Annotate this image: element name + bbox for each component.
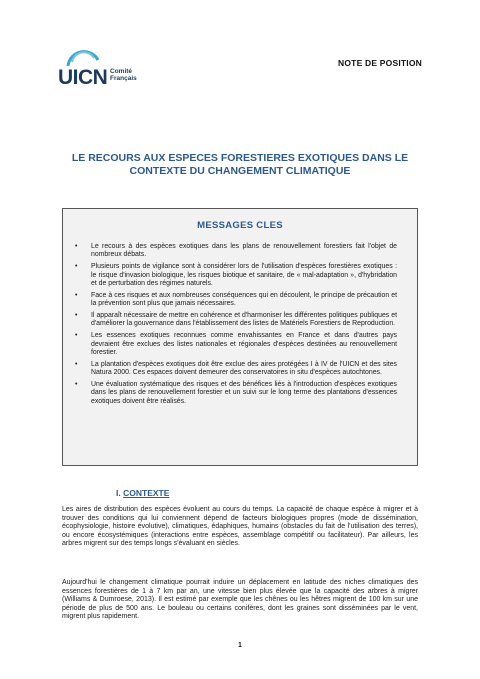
key-messages-title: MESSAGES CLES	[197, 220, 283, 231]
logo-name: UICN	[58, 66, 108, 89]
paragraph-2: Aujourd'hui le changement climatique pourrait induire un déplacement en latitude des niches climatiques des essences forestières de 1 à 7 km par an, une vitesse bien plus élevée que la capacité des arbres à migrer (Williams & Dumroese, 2013). Il est estimé par exemple que les chênes ou les hêtres migrent de 100 km sur une période de plus de 500 ans. Le bouleau ou certains conifères, dont les graines sont disséminées par le vent, migrent plus rapidement.	[62, 579, 418, 620]
paragraph-1: Les aires de distribution des espèces évoluent au cours du temps. La capacité de chaque espèce à migrer et à trouver des conditions qui lui conviennent dépend de facteurs biologiques propres (mode de dissémination, écophysiologie, histoire évolutive), climatiques, édaphiques, humains (obstacles du fait de l'utilisation des terres), ou encore écosystémiques (interactions entre espèces, assemblage compétitif ou facilitateur). Par ailleurs, les arbres migrent sur des temps longs s'évaluant en siècles.	[62, 506, 418, 547]
list-item: • Une évaluation systématique des risques et des bénéfices liés à l'introduction d'espèces exotiques dans les plans de renouvellement forestier et un suivi sur le long terme des plantations d'essences exotiques doivent être réalisés.	[89, 381, 397, 406]
list-item: • Le recours à des espèces exotiques dans les plans de renouvellement forestiers fait l'objet de nombreux débats.	[89, 243, 397, 260]
document-title: LE RECOURS AUX ESPECES FORESTIERES EXOTIQUES DANS LE CONTEXTE DU CHANGEMENT CLIMATIQUE	[71, 152, 409, 177]
note-position-label: NOTE DE POSITION	[338, 58, 422, 68]
list-item: • Face à ces risques et aux nombreuses conséquences qui en découlent, le principe de précaution et la prévention sont plus que jamais nécessaires.	[89, 292, 397, 309]
list-item: • Il apparaît nécessaire de mettre en cohérence et d'harmoniser les différentes politiques publiques et d'améliorer la gouvernance dans l'établissement des listes de Matériels Forestiers de Reproduction.	[89, 312, 397, 329]
list-item: • Plusieurs points de vigilance sont à considérer lors de l'utilisation d'espèces forestières exotiques : le risque d'invasion biologique, les risques biotique et sanitaire, de « mal-adaptation », d'hybridation et de perturbation des régimes naturels.	[89, 263, 397, 288]
key-messages-box	[62, 208, 418, 466]
uicn-logo	[54, 46, 154, 96]
key-messages-list	[89, 243, 397, 410]
list-item: • Les essences exotiques reconnues comme envahissantes en France et dans d'autres pays devraient être exclues des listes nationales et régionales d'espèces destinées au renouvellement forestier.	[89, 332, 397, 357]
page-number: 1	[238, 642, 242, 649]
logo-subtitle: Comité Français	[110, 68, 137, 82]
section-title: CONTEXTE	[123, 488, 170, 498]
list-item: • La plantation d'espèces exotiques doit être exclue des aires protégées I à IV de l'UICN et des sites Natura 2000. Ces espaces doivent demeurer des conservatoires in situ d'espèces autochtones.	[89, 361, 397, 378]
section-heading: I. CONTEXTE	[116, 488, 170, 498]
